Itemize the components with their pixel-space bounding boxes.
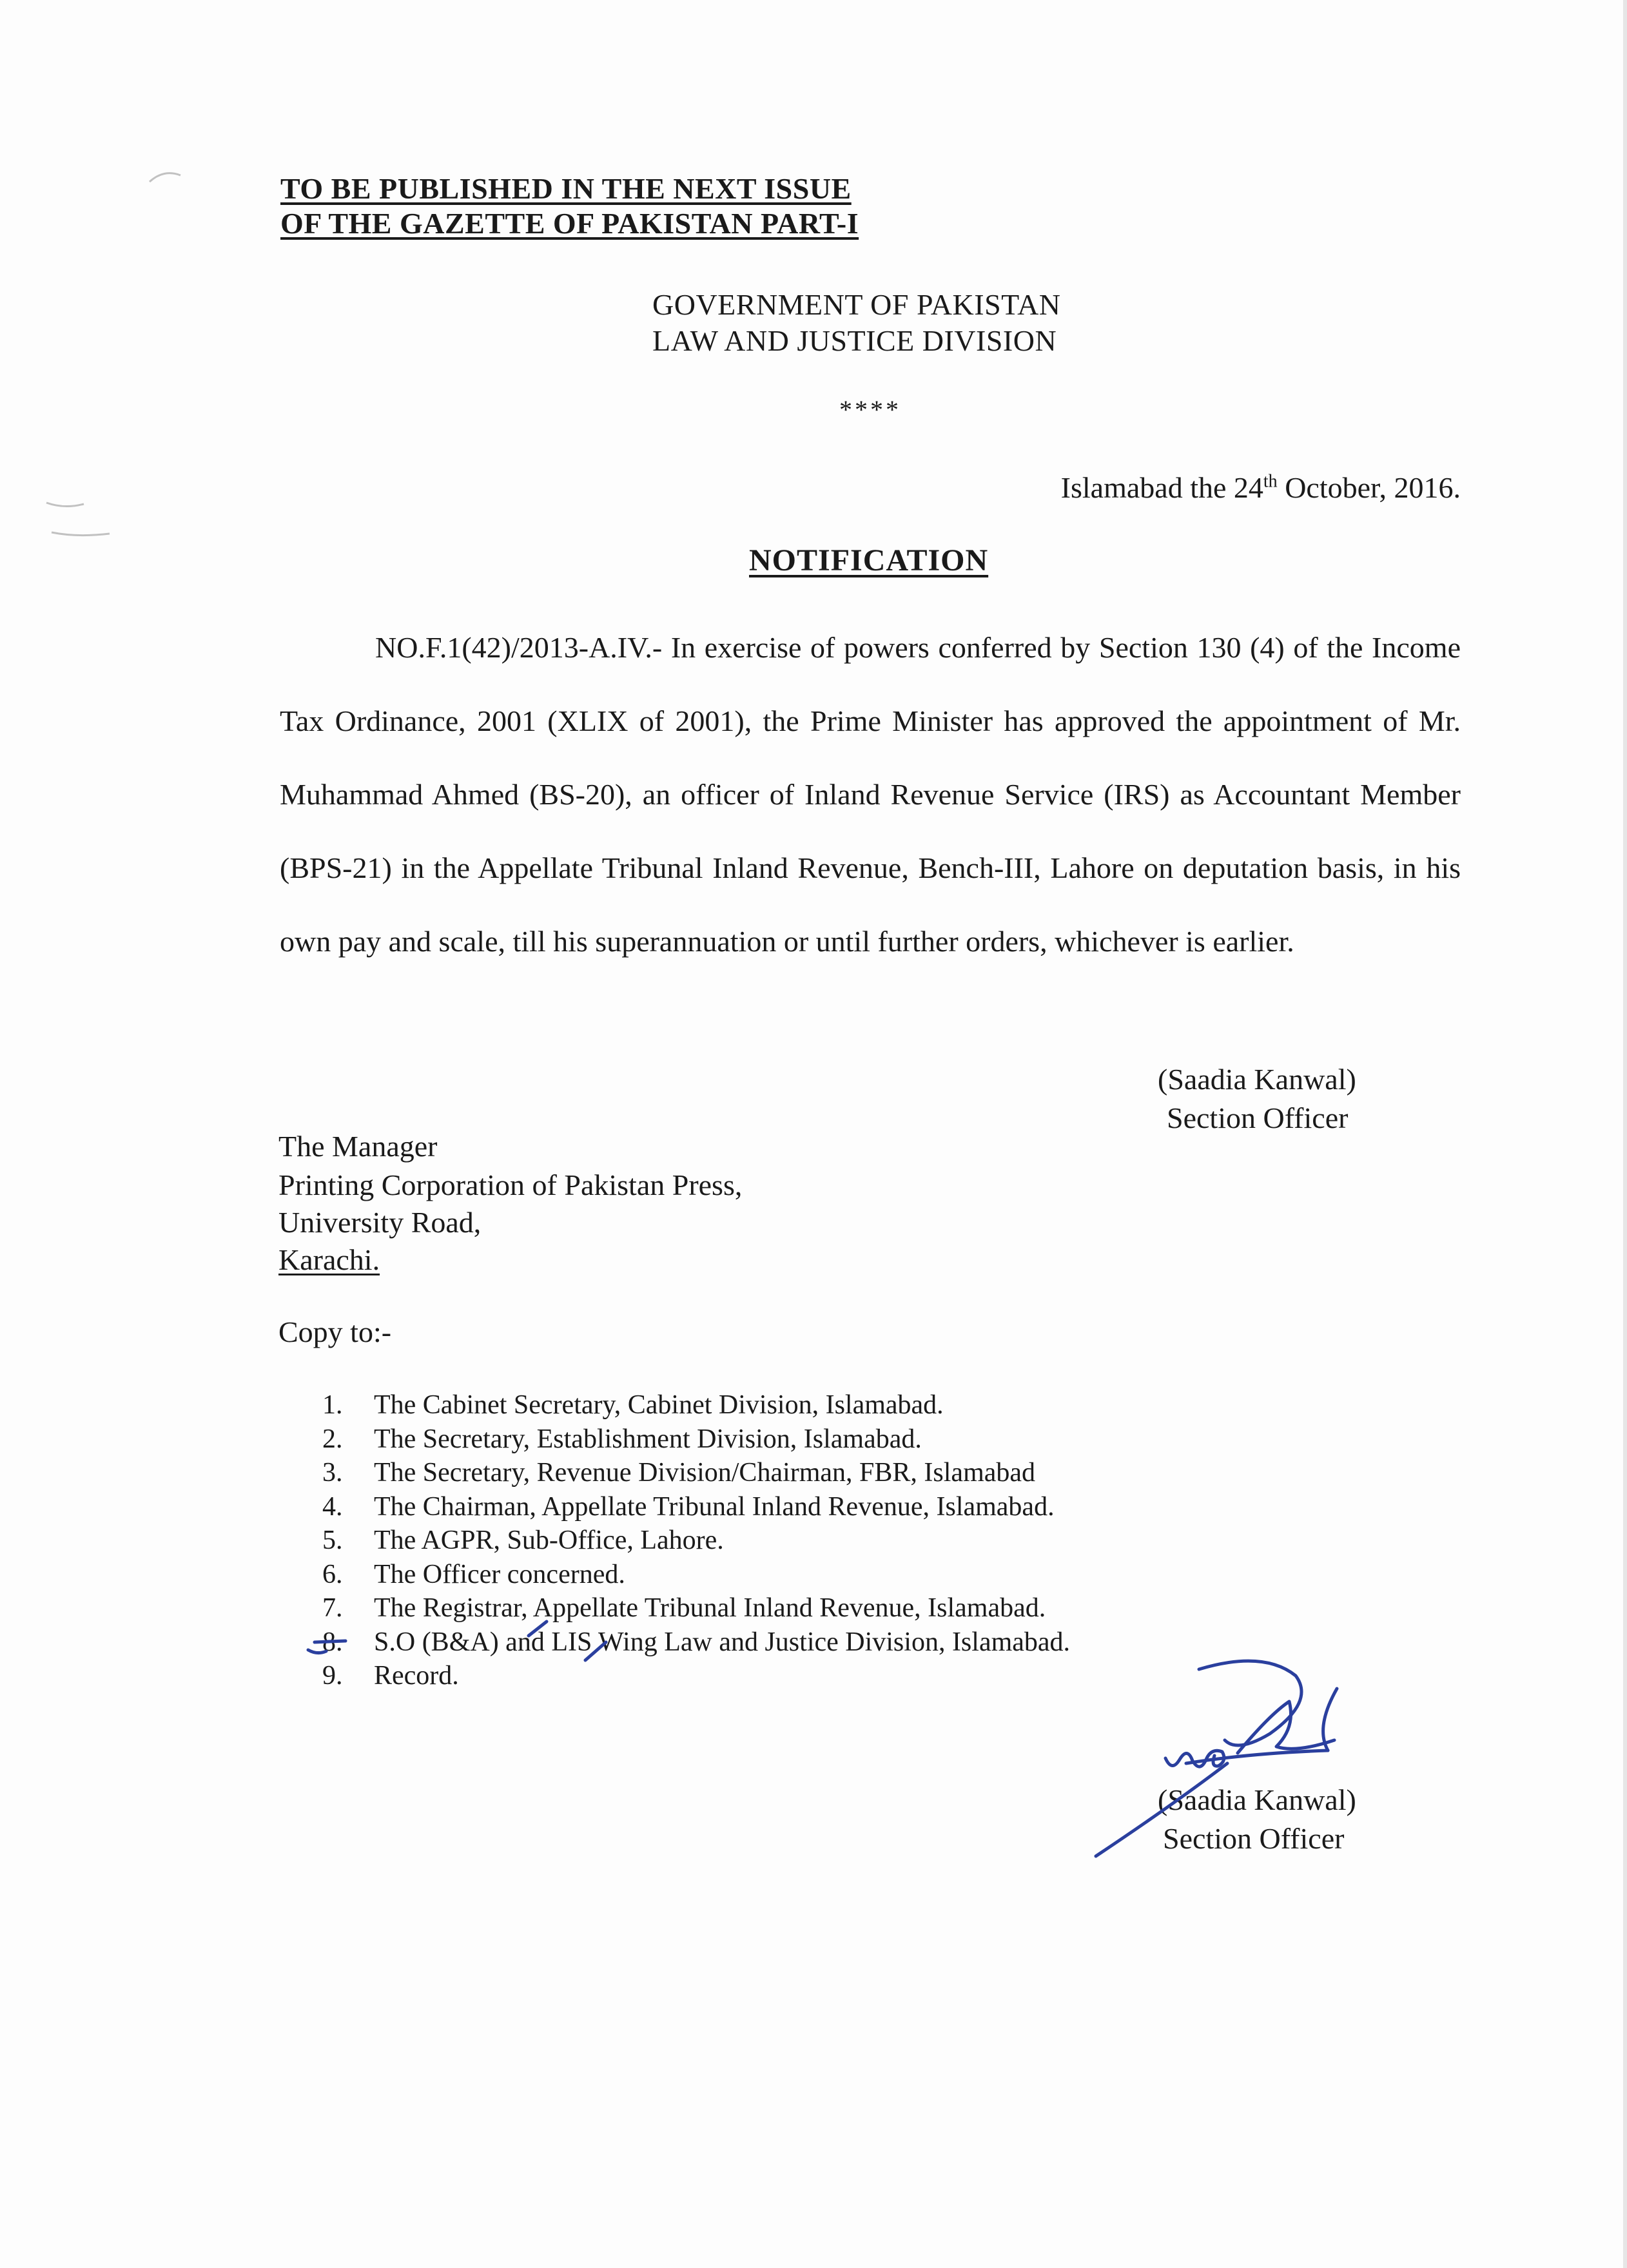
date-rest: October, 2016.	[1277, 471, 1461, 504]
date-prefix: Islamabad the 24	[1060, 471, 1263, 504]
list-item-text: The Officer concerned.	[374, 1559, 625, 1589]
signature-stroke-4	[1323, 1689, 1337, 1750]
list-item-number: 6.	[322, 1559, 343, 1589]
signatory-title-top: Section Officer	[1167, 1101, 1349, 1134]
issue-date	[1061, 470, 1461, 505]
list-item-number: 7.	[322, 1593, 343, 1623]
date-ordinal-suffix: th	[1263, 471, 1278, 492]
signature-stroke-1	[1165, 1750, 1224, 1767]
list-item	[322, 1456, 1070, 1490]
list-item-text: S.O (B&A) and LIS Wing Law and Justice Division, Islamabad.	[374, 1627, 1071, 1657]
copy-to-list	[322, 1388, 1070, 1693]
list-item-text: The AGPR, Sub-Office, Lahore.	[374, 1526, 724, 1555]
list-item-text: The Registrar, Appellate Tribunal Inland Revenue, Islamabad.	[374, 1593, 1046, 1623]
list-item	[322, 1422, 1070, 1457]
signatory-title-bottom: Section Officer	[1163, 1822, 1345, 1855]
gazette-heading-line2: OF THE GAZETTE OF PAKISTAN PART-I	[280, 207, 859, 240]
list-item-number: 3.	[322, 1458, 343, 1488]
signatory-name-top: (Saadia Kanwal)	[1158, 1063, 1356, 1096]
list-item-number: 8.	[322, 1627, 343, 1657]
copy-to-label: Copy to:-	[278, 1315, 392, 1348]
list-item-text: The Chairman, Appellate Tribunal Inland Revenue, Islamabad.	[374, 1491, 1055, 1522]
addressee-line3: University Road,	[278, 1206, 482, 1239]
list-item-number: 2.	[322, 1424, 343, 1454]
list-item	[322, 1591, 1070, 1625]
division-name: LAW AND JUSTICE DIVISION	[652, 324, 1057, 357]
separator-stars: ****	[839, 395, 901, 424]
list-item-number: 9.	[322, 1661, 343, 1691]
gazette-heading-line1: TO BE PUBLISHED IN THE NEXT ISSUE	[280, 172, 852, 205]
addressee-line2: Printing Corporation of Pakistan Press,	[278, 1168, 743, 1201]
list-item	[322, 1524, 1070, 1558]
notification-title: NOTIFICATION	[749, 543, 989, 577]
signature-stroke-5	[1186, 1750, 1328, 1763]
list-item	[322, 1490, 1070, 1524]
addressee-city: Karachi.	[278, 1243, 380, 1276]
list-item-text: The Cabinet Secretary, Cabinet Division, Islamabad.	[374, 1390, 944, 1420]
signatory-name-bottom: (Saadia Kanwal)	[1158, 1783, 1356, 1816]
list-item	[322, 1558, 1070, 1592]
scan-edge	[1623, 0, 1627, 2268]
government-name: GOVERNMENT OF PAKISTAN	[652, 288, 1061, 321]
list-item	[322, 1625, 1070, 1660]
list-item-text: Record.	[374, 1661, 459, 1691]
list-item	[322, 1388, 1070, 1422]
notification-body: NO.F.1(42)/2013-A.IV.- In exercise of powers conferred by Section 130 (4) of the Income Tax Ordinance, 2001 (XLIX of 2001), the Prime Minister has approved the appointment of Mr. Muhammad Ahmed (BS-20), an officer of Inland Revenue Service (IRS) as Accountant Member (BPS-21) in the Appellate Tribunal Inland Revenue, Bench-III, Lahore on deputation basis, in his own pay and scale, till his superannuation or until further orders, whichever is earlier.	[280, 631, 1461, 958]
list-item-number: 5.	[322, 1526, 343, 1555]
list-item-number: 1.	[322, 1390, 343, 1420]
signature-stroke-3	[1238, 1701, 1334, 1753]
list-item-text: The Secretary, Establishment Division, Islamabad.	[374, 1424, 922, 1454]
addressee-line1: The Manager	[278, 1130, 438, 1163]
signature-stroke-2	[1199, 1661, 1301, 1745]
list-item	[322, 1659, 1070, 1693]
list-item-text: The Secretary, Revenue Division/Chairman, FBR, Islamabad	[374, 1458, 1036, 1488]
list-item-number: 4.	[322, 1491, 343, 1522]
